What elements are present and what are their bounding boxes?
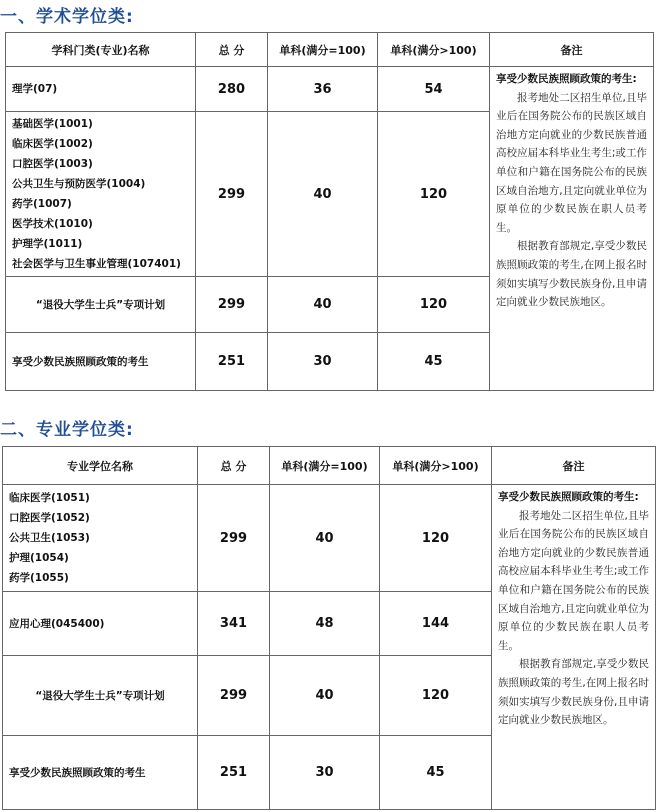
header-total: 总 分 [198, 447, 270, 485]
table-header-row [6, 33, 654, 67]
header-category: 专业学位名称 [3, 447, 198, 485]
single-100-score: 40 [270, 485, 380, 592]
category-line: 口腔医学(1052) [9, 512, 90, 524]
single-gt100-score: 45 [380, 736, 492, 810]
total-score: 299 [196, 277, 268, 333]
single-gt100-score: 120 [380, 656, 492, 736]
header-single-100: 单科(满分=100) [270, 447, 380, 485]
single-100-score: 40 [268, 277, 378, 333]
total-score: 280 [196, 67, 268, 112]
header-single-gt100: 单科(满分>100) [378, 33, 490, 67]
single-100-score: 40 [270, 656, 380, 736]
header-note: 备注 [492, 447, 656, 485]
note-heading: 享受少数民族照顾政策的考生: [498, 491, 639, 503]
total-score: 341 [198, 592, 270, 656]
section-title-professional: 二、专业学位类: [0, 420, 134, 440]
category-line: 临床医学(1051) [9, 492, 90, 504]
professional-score-table [2, 446, 656, 810]
academic-score-table [5, 32, 654, 391]
total-score: 299 [198, 656, 270, 736]
section-title-academic: 一、学术学位类: [0, 7, 134, 27]
table-header-row [3, 447, 656, 485]
category-line: 理学(07) [12, 83, 58, 95]
category-line: 口腔医学(1003) [12, 158, 93, 170]
category-line: “退役大学生士兵”专项计划 [35, 689, 165, 702]
header-category: 学科门类(专业)名称 [6, 33, 196, 67]
note-paragraph-1: 报考地处二区招生单位,且毕业后在国务院公布的民族区域自治地方定向就业的少数民族普通高校应届本科毕业生考生;或工作单位和户籍在国务院公布的民族区域自治地方,且定向就业单位为原单位的少数民族在职人员考生。 [496, 91, 647, 234]
category-line: 应用心理(045400) [9, 617, 105, 630]
total-score: 299 [198, 485, 270, 592]
category-cell [3, 736, 198, 810]
category-line: 享受少数民族照顾政策的考生 [12, 355, 149, 368]
note-paragraph-2: 根据教育部规定,享受少数民族照顾政策的考生,在网上报名时须如实填写少数民族身份,且申请定向就业少数民族地区。 [498, 658, 649, 727]
total-score: 299 [196, 112, 268, 277]
single-gt100-score: 120 [378, 277, 490, 333]
category-line: 基础医学(1001) [12, 118, 93, 130]
category-line: 护理(1054) [9, 552, 69, 564]
single-100-score: 36 [268, 67, 378, 112]
table-row [3, 485, 656, 592]
category-line: 药学(1055) [9, 572, 69, 584]
total-score: 251 [196, 333, 268, 391]
single-gt100-score: 120 [378, 112, 490, 277]
category-cell [3, 656, 198, 736]
category-line: 社会医学与卫生事业管理(107401) [12, 258, 181, 270]
category-line: 药学(1007) [12, 198, 72, 210]
category-line: 公共卫生与预防医学(1004) [12, 178, 146, 190]
note-cell [492, 485, 656, 810]
category-cell [3, 485, 198, 592]
single-gt100-score: 120 [380, 485, 492, 592]
category-line: 享受少数民族照顾政策的考生 [9, 766, 146, 779]
category-cell [6, 333, 196, 391]
category-cell [6, 277, 196, 333]
category-line: 医学技术(1010) [12, 218, 93, 230]
category-line: “退役大学生士兵”专项计划 [35, 298, 166, 311]
note-cell [490, 67, 654, 391]
single-100-score: 30 [270, 736, 380, 810]
category-cell [6, 67, 196, 112]
category-line: 公共卫生(1053) [9, 532, 90, 544]
table-row [6, 67, 654, 112]
single-gt100-score: 54 [378, 67, 490, 112]
single-gt100-score: 45 [378, 333, 490, 391]
single-gt100-score: 144 [380, 592, 492, 656]
note-paragraph-2: 根据教育部规定,享受少数民族照顾政策的考生,在网上报名时须如实填写少数民族身份,且申请定向就业少数民族地区。 [496, 240, 647, 309]
header-single-gt100: 单科(满分>100) [380, 447, 492, 485]
category-line: 护理学(1011) [12, 238, 83, 250]
note-paragraph-1: 报考地处二区招生单位,且毕业后在国务院公布的民族区域自治地方定向就业的少数民族普通高校应届本科毕业生考生;或工作单位和户籍在国务院公布的民族区域自治地方,且定向就业单位为原单位的少数民族在职人员考生。 [498, 509, 649, 652]
note-heading: 享受少数民族照顾政策的考生: [496, 73, 637, 85]
single-100-score: 30 [268, 333, 378, 391]
category-line: 临床医学(1002) [12, 138, 93, 150]
header-single-100: 单科(满分=100) [268, 33, 378, 67]
total-score: 251 [198, 736, 270, 810]
header-note: 备注 [490, 33, 654, 67]
single-100-score: 48 [270, 592, 380, 656]
single-100-score: 40 [268, 112, 378, 277]
category-cell [3, 592, 198, 656]
header-total: 总 分 [196, 33, 268, 67]
category-cell [6, 112, 196, 277]
